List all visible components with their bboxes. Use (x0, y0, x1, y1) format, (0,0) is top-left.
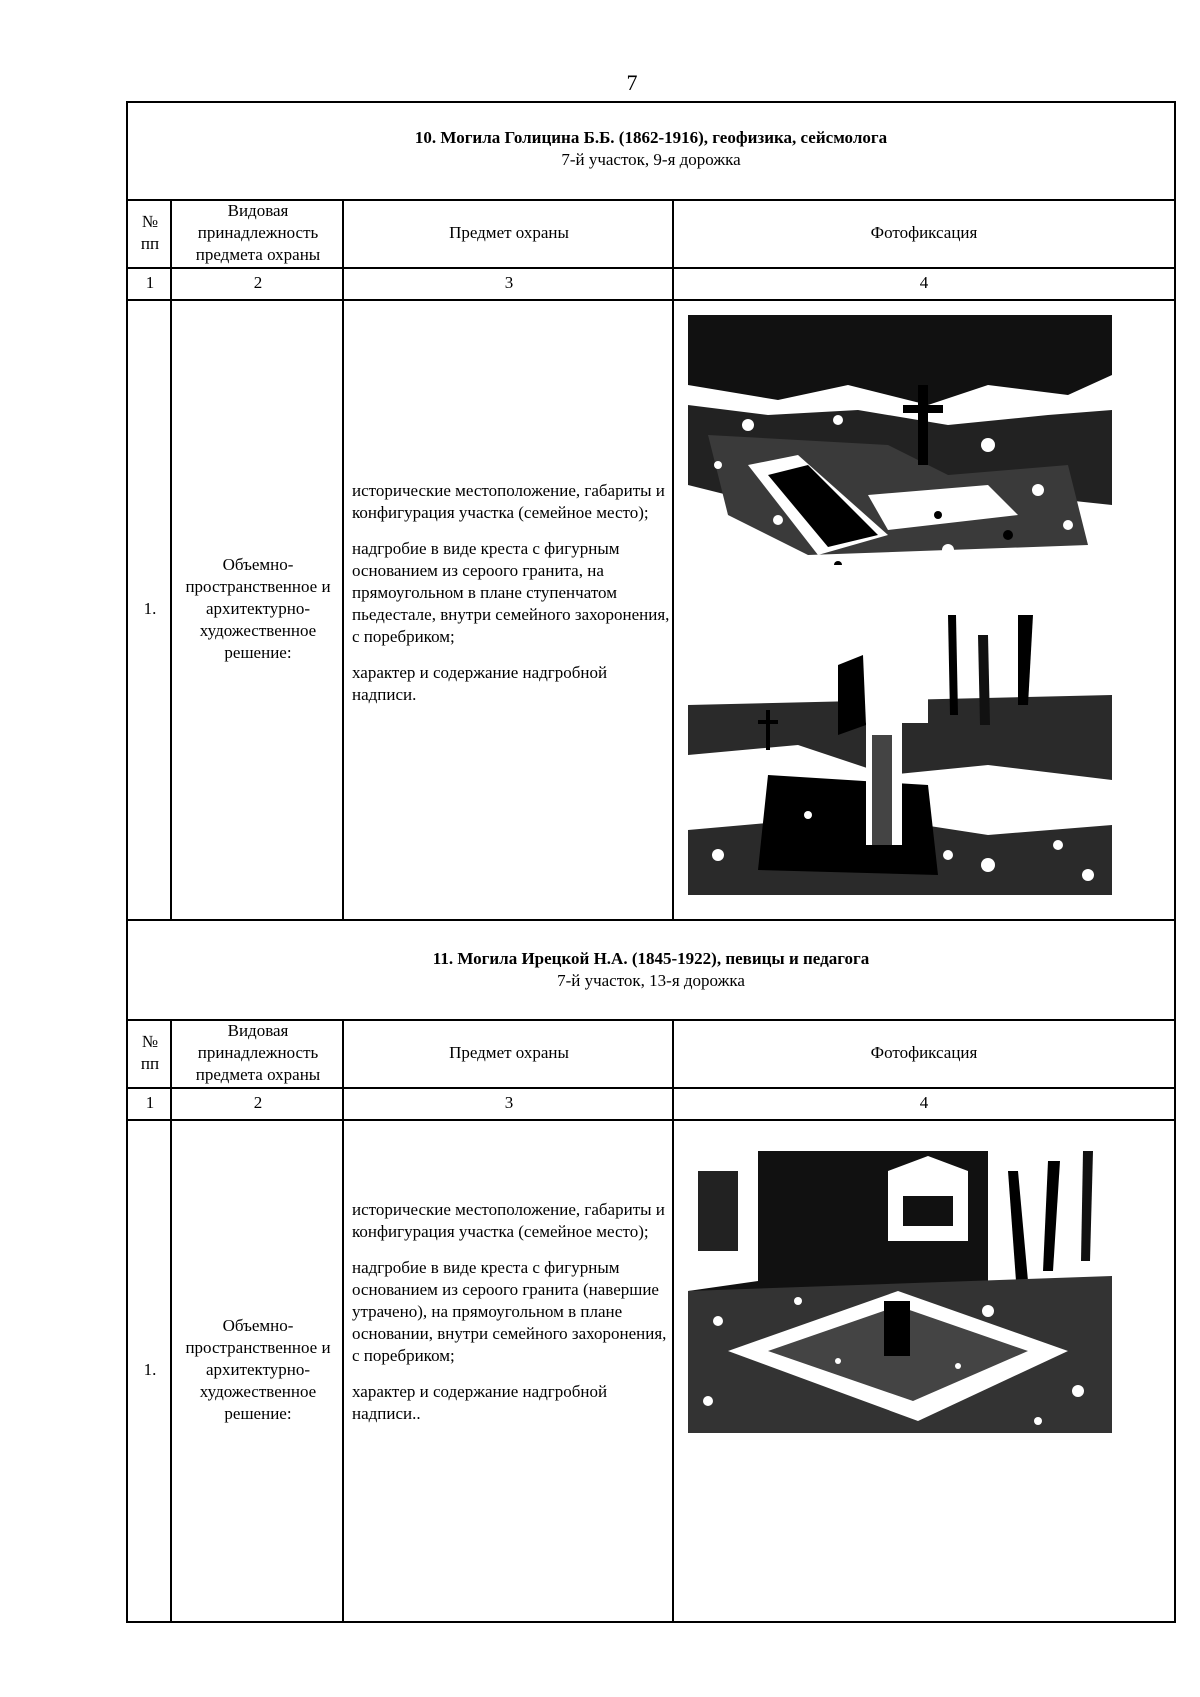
col-number: 2 (253, 273, 263, 292)
col-header-photo: Фотофиксация (870, 223, 978, 242)
subject-list (352, 480, 670, 720)
grave-photo (688, 315, 1112, 579)
col-header-type: Видовая принадлежность предмета охраны (195, 201, 321, 264)
type-text: Объемно-пространственное и архитектурно-художественное решение: (185, 555, 331, 662)
col-number: 4 (919, 273, 929, 292)
col-header-num: № пп (140, 1032, 160, 1073)
section-header (128, 127, 1174, 171)
section-title: 10. Могила Голицина Б.Б. (1862-1916), геофизика, сейсмолога (414, 128, 888, 147)
col-number: 3 (504, 1093, 514, 1112)
subject-item: характер и содержание надгробной надписи.. (352, 1382, 608, 1423)
col-header-type: Видовая принадлежность предмета охраны (195, 1021, 321, 1084)
col-number: 4 (919, 1093, 929, 1112)
col-header-subject: Предмет охраны (449, 223, 569, 242)
subject-item: надгробие в виде креста с фигурным основанием из сероого гранита, на прямоугольном в плане ступенчатом пьедестале, внутри семейного захоронения, с поребриком; (352, 539, 670, 646)
section-subtitle: 7-й участок, 9-я дорожка (561, 150, 741, 169)
section-title: 11. Могила Ирецкой Н.А. (1845-1922), певицы и педагога (432, 949, 870, 968)
page-number: 7 (626, 70, 638, 95)
subject-list (352, 1199, 670, 1439)
col-number: 3 (504, 273, 514, 292)
grave-photo (688, 615, 1112, 895)
row-number: 1. (143, 1360, 157, 1379)
subject-item: надгробие в виде креста с фигурным основанием из сероого гранита (навершие утрачено), на прямоугольном в плане основании, внутри семейного захоронения, с поребриком; (352, 1258, 667, 1365)
type-text: Объемно-пространственное и архитектурно-художественное решение: (185, 1316, 331, 1423)
col-header-photo: Фотофиксация (870, 1043, 978, 1062)
subject-item: исторические местоположение, габариты и конфигурация участка (семейное место); (352, 481, 665, 522)
subject-item: исторические местоположение, габариты и конфигурация участка (семейное место); (352, 1200, 665, 1241)
document-table (126, 101, 1176, 1623)
subject-item: характер и содержание надгробной надписи. (352, 663, 608, 704)
col-number: 2 (253, 1093, 263, 1112)
section-subtitle: 7-й участок, 13-я дорожка (557, 971, 745, 990)
grave-photo (688, 1151, 1112, 1433)
row-number: 1. (143, 599, 157, 618)
col-header-subject: Предмет охраны (449, 1043, 569, 1062)
col-number: 1 (145, 1093, 155, 1112)
col-header-num: № пп (140, 212, 160, 253)
section-header (128, 948, 1174, 992)
col-number: 1 (145, 273, 155, 292)
